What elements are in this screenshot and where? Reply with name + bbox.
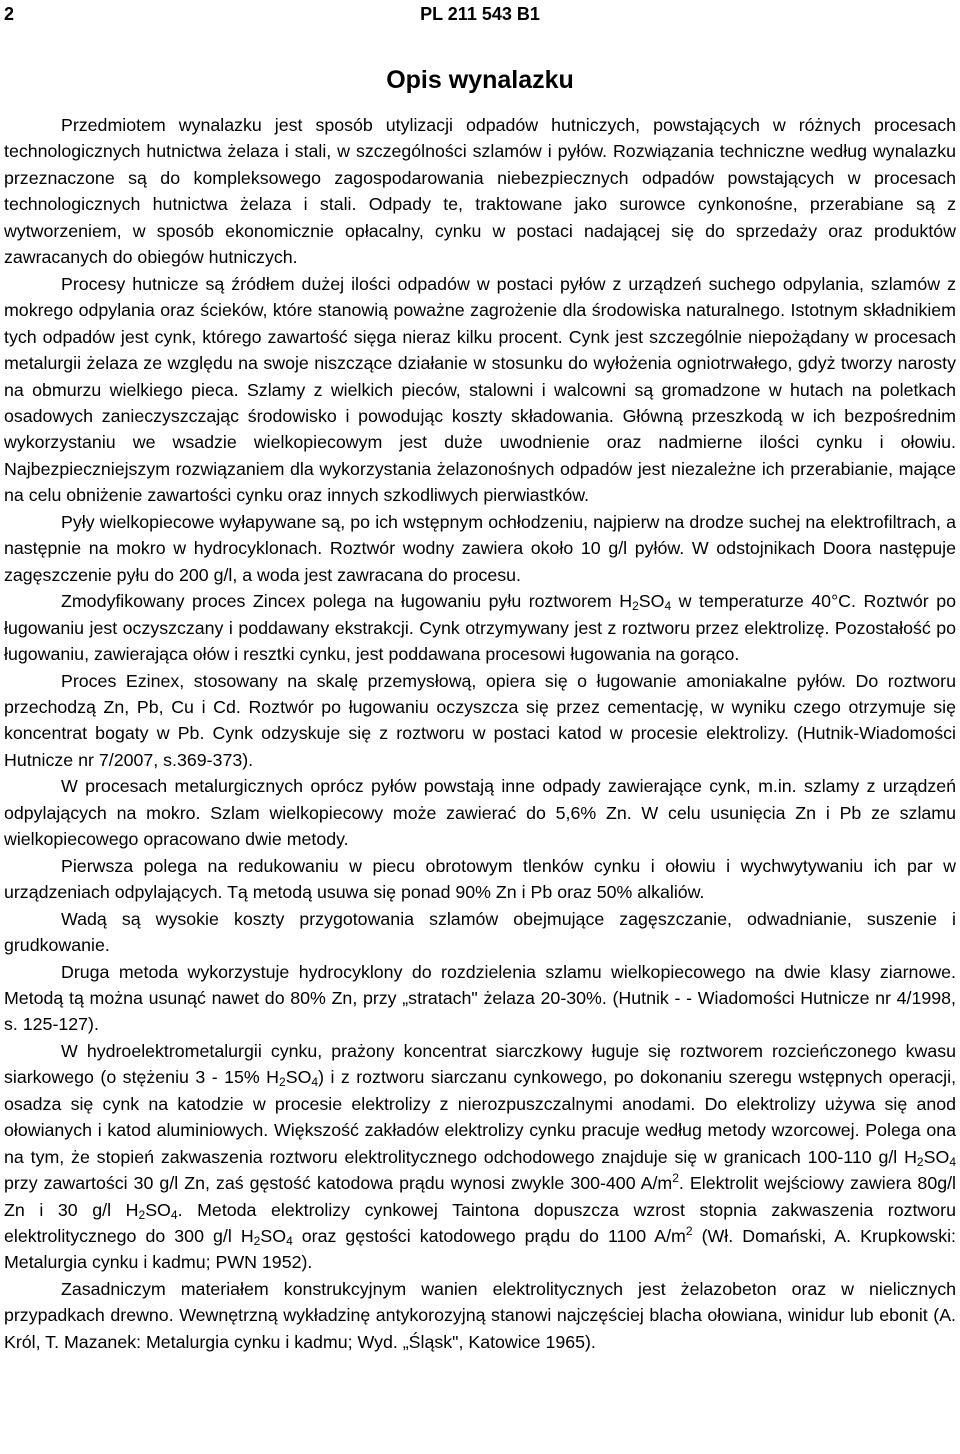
subscript: 4 bbox=[664, 599, 672, 614]
text-run: SO bbox=[145, 1199, 171, 1220]
paragraph: Wadą są wysokie koszty przygotowania szlamów obejmujące zagęszczanie, odwadnianie, suszenie i grudkowanie. bbox=[4, 908, 956, 956]
paragraph: Pyły wielkopiecowe wyłapywane są, po ich wstępnym ochłodzeniu, najpierw na drodze suchej na elektrofiltrach, a następnie na mokro w hydrocyklonach. Roztwór wodny zawiera około 10 g/l pyłów. W odstojnikach Doora następuje zagęszczenie pyłu do 200 g/l, a woda jest zawracana do procesu. bbox=[4, 511, 956, 585]
paragraph bbox=[4, 1038, 956, 1276]
paragraph: W procesach metalurgicznych oprócz pyłów powstają inne odpady zawierające cynk, m.in. szlamy z urządzeń odpylających na mokro. Szlam wielkopiecowy może zawierać do 5,6% Zn. W celu usunięcia Zn i Pb ze szlamu wielkopiecowego opracowano dwie metody. bbox=[4, 776, 956, 850]
paragraph bbox=[4, 588, 956, 667]
page-number: 2 bbox=[4, 4, 15, 24]
subscript: 2 bbox=[253, 1234, 261, 1249]
paragraph: Pierwsza polega na redukowaniu w piecu obrotowym tlenków cynku i ołowiu i wychwytywaniu ich par w urządzeniach odpylających. Tą metodą usuwa się ponad 90% Zn i Pb oraz 50% alkaliów. bbox=[4, 855, 956, 903]
patent-number: PL 211 543 B1 bbox=[420, 4, 540, 24]
subscript: 4 bbox=[949, 1154, 956, 1169]
text-run: w temperaturze 40°C. Roztwór po ługowaniu jest oczyszczany i poddawany ekstrakcji. Cynk otrzymywany jest z roztworu przez elektrolizę. Pozostałość po ługowaniu, zawierająca ołów i resztki cynku, jest poddawana procesowi ługowania na gorąco. bbox=[4, 591, 956, 665]
text-run: Zmodyfikowany proces Zincex polega na ługowaniu pyłu roztworem H bbox=[61, 591, 633, 612]
text-run: ) i z roztworu siarczanu cynkowego, po dokonaniu szeregu wstępnych operacji, osadza się cynk na katodzie w procesie elektrolizy z nierozpuszczalnymi anodami. Do elektrolizy używa się anod ołowianych i katod aluminiowych. Większość zakładów elektrolizy cynku pracuje według metody wzorcowej. Polega ona na tym, że stopień zakwaszenia roztworu elektrolitycznego odchodowego znajduje się w granicach 100-110 g/l H bbox=[4, 1067, 957, 1167]
paragraph: Proces Ezinex, stosowany na skalę przemysłową, opiera się o ługowanie amoniakalne pyłów. Do roztworu przechodzą Zn, Pb, Cu i Cd. Roztwór po ługowaniu oczyszcza się przez cementację, w wyniku czego otrzymuje się koncentrat bogaty w Pb. Cynk odzyskuje się z roztworu w postaci katod w procesie elektrolizy. (Hutnik-Wiadomości Hutnicze nr 7/2007, s.369-373). bbox=[4, 670, 956, 770]
paragraph: Zasadniczym materiałem konstrukcyjnym wanien elektrolitycznych jest żelazobeton oraz w nielicznych przypadkach drewno. Wewnętrzną wykładzinę antykorozyjną stanowi najczęściej blacha ołowiana, winidur lub ebonit (A. Król, T. Mazanek: Metalurgia cynku i kadmu; Wyd. „Śląsk", Katowice 1965). bbox=[4, 1278, 956, 1352]
document-title: Opis wynalazku bbox=[386, 66, 574, 94]
paragraph: Procesy hutnicze są źródłem dużej ilości odpadów w postaci pyłów z urządzeń suchego odpylania, szlamów z mokrego odpylania oraz ścieków, które stanowią poważne zagrożenie dla środowiska naturalnego. Istotnym składnikiem tych odpadów jest cynk, którego zawartość sięga nieraz kilku procent. Cynk jest szczególnie niepożądany w procesach metalurgii żelaza ze względu na swoje niszczące działanie w stosunku do wyłożenia ogniotrwałego, gdyż tworzy narosty na obmurzu wielkiego pieca. Szlamy z wielkich pieców, stalowni i walcowni są gromadzone w hutach na poletkach osadowych zanieczyszczając środowisko i powodując koszty składowania. Główną przeszkodą w ich bezpośrednim wykorzystaniu we wsadzie wielkopiecowym jest duże uwodnienie oraz nadmierne ilości cynku i ołowiu. Najbezpieczniejszym rozwiązaniem dla wykorzystania żelazonośnych odpadów jest niezależne ich przerabianie, mające na celu obniżenie zawartości cynku oraz innych szkodliwych pierwiastków. bbox=[4, 273, 956, 506]
subscript: 2 bbox=[279, 1075, 286, 1090]
page-header bbox=[0, 4, 960, 28]
text-run: W hydroelektrometalurgii cynku, prażony koncentrat siarczkowy ługuje się roztworem rozcieńczonego kwasu siarkowego (o stężeniu 3 - 15% H bbox=[4, 1040, 956, 1088]
text-run: (Wł. Domański, A. Krupkowski: Metalurgia cynku i kadmu; PWN 1952). bbox=[4, 1226, 956, 1273]
text-run: SO bbox=[260, 1226, 287, 1247]
text-run: przy zawartości 30 g/l Zn, zaś gęstość katodowa prądu wynosi zwykle 300-400 A/m bbox=[4, 1173, 673, 1194]
text-run: . Metoda elektrolizy cynkowej Taintona dopuszcza wzrost stopnia zakwaszenia roztworu elektrolitycznego do 300 g/l H bbox=[4, 1199, 956, 1247]
text-run: . Elektrolit wejściowy zawiera 80g/l Zn i 30 g/l H bbox=[4, 1173, 956, 1220]
text-run: SO bbox=[638, 591, 665, 612]
superscript: 2 bbox=[685, 1224, 693, 1239]
subscript: 2 bbox=[138, 1207, 146, 1222]
paragraph: Druga metoda wykorzystuje hydrocyklony do rozdzielenia szlamu wielkopiecowego na dwie klasy ziarnowe. Metodą tą można usunąć nawet do 80% Zn, przy „stratach" żelaza 20-30%. (Hutnik - - Wiadomości Hutnicze nr 4/1998, s. 125-127). bbox=[4, 961, 956, 1035]
subscript: 4 bbox=[170, 1207, 178, 1222]
document-body bbox=[4, 112, 956, 1355]
paragraph: Przedmiotem wynalazku jest sposób utylizacji odpadów hutniczych, powstających w różnych procesach technologicznych hutnictwa żelaza i stali, w szczególności szlamów i pyłów. Rozwiązania techniczne według wynalazku przeznaczone są do kompleksowego zagospodarowania niebezpiecznych odpadów powstających w procesach technologicznych hutnictwa żelaza i stali. Odpady te, traktowane jako surowce cynkonośne, przerabiane są z wytworzeniem, w sposób ekonomicznie opłacalny, cynku w postaci nadającej się do sprzedaży oraz produktów zawracanych do obiegów hutniczych. bbox=[4, 115, 956, 268]
superscript: 2 bbox=[672, 1171, 679, 1186]
subscript: 4 bbox=[311, 1075, 319, 1090]
subscript: 2 bbox=[916, 1154, 924, 1169]
text-run: SO bbox=[285, 1067, 312, 1088]
text-run: oraz gęstości katodowego prądu do 1100 A/m bbox=[292, 1226, 686, 1247]
text-run: SO bbox=[923, 1146, 950, 1167]
subscript: 4 bbox=[286, 1234, 293, 1249]
subscript: 2 bbox=[632, 599, 639, 614]
